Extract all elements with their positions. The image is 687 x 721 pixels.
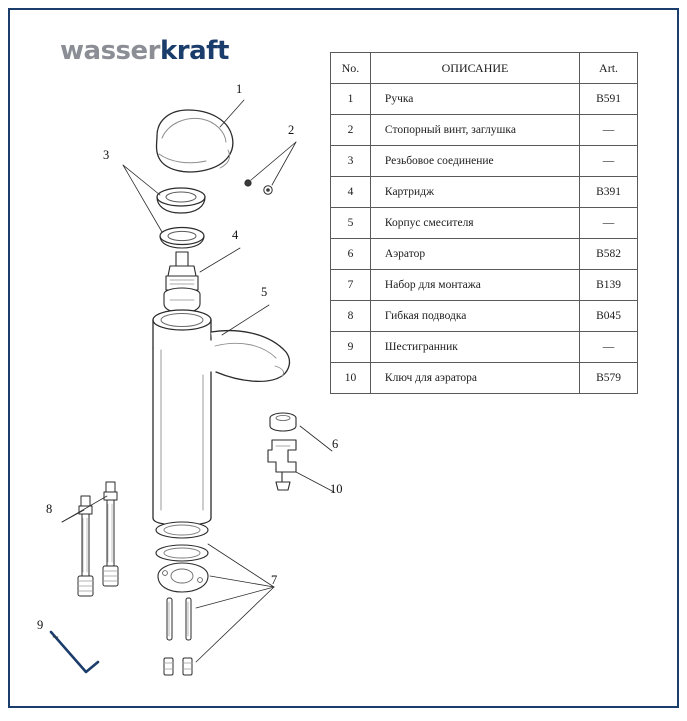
cell-art: — [580, 115, 638, 146]
cell-no: 4 [331, 177, 371, 208]
table-row [331, 84, 638, 115]
cell-no: 3 [331, 146, 371, 177]
cell-no: 9 [331, 332, 371, 363]
part-screw-and-plug [245, 180, 272, 194]
callout-3: 3 [103, 148, 110, 162]
cell-description: Ручка [370, 84, 579, 115]
table-row [331, 332, 638, 363]
cell-art: B591 [580, 84, 638, 115]
part-faucet-body [153, 310, 289, 525]
table-row [331, 270, 638, 301]
callout-5: 5 [261, 285, 268, 299]
callout-6: 6 [332, 437, 339, 451]
callout-1: 1 [236, 82, 243, 96]
table-row [331, 177, 638, 208]
cell-no: 1 [331, 84, 371, 115]
callout-4: 4 [232, 228, 239, 242]
table-row [331, 115, 638, 146]
cell-description: Стопорный винт, заглушка [370, 115, 579, 146]
cell-no: 6 [331, 239, 371, 270]
cell-description: Набор для монтажа [370, 270, 579, 301]
brand-logo-part2: kraft [159, 36, 229, 66]
part-aerator [270, 413, 296, 431]
table-row [331, 301, 638, 332]
part-cartridge [164, 252, 200, 313]
cell-description: Корпус смесителя [370, 208, 579, 239]
brand-logo-part1: wasser [60, 36, 160, 66]
cell-no: 10 [331, 363, 371, 394]
cell-description: Шестигранник [370, 332, 579, 363]
cell-art: — [580, 208, 638, 239]
cell-description: Гибкая подводка [370, 301, 579, 332]
cell-art: B139 [580, 270, 638, 301]
cell-art: B582 [580, 239, 638, 270]
callout-2: 2 [288, 123, 295, 137]
table-row [331, 363, 638, 394]
cell-no: 8 [331, 301, 371, 332]
part-aerator-key [268, 440, 296, 490]
header-description: ОПИСАНИЕ [370, 53, 579, 84]
cell-no: 2 [331, 115, 371, 146]
table-row [331, 146, 638, 177]
part-handle [157, 110, 233, 172]
cell-description: Ключ для аэратора [370, 363, 579, 394]
cell-art: — [580, 146, 638, 177]
cell-description: Резьбовое соединение [370, 146, 579, 177]
parts-table [330, 52, 638, 394]
cell-description: Картридж [370, 177, 579, 208]
callout-10: 10 [330, 482, 343, 496]
part-threaded-connection [157, 188, 205, 248]
cell-art: B579 [580, 363, 638, 394]
header-art: Art. [580, 53, 638, 84]
table-header-row [331, 53, 638, 84]
part-flexible-hoses [78, 482, 118, 596]
table-row [331, 208, 638, 239]
part-mounting-kit [156, 522, 208, 675]
callout-9: 9 [37, 618, 44, 632]
header-no: No. [331, 53, 371, 84]
cell-description: Аэратор [370, 239, 579, 270]
callout-8: 8 [46, 502, 53, 516]
parts-table-body [331, 84, 638, 394]
cell-art: B391 [580, 177, 638, 208]
table-row [331, 239, 638, 270]
cell-no: 5 [331, 208, 371, 239]
part-hex-key [51, 632, 98, 672]
cell-no: 7 [331, 270, 371, 301]
cell-art: B045 [580, 301, 638, 332]
callout-7: 7 [271, 573, 278, 587]
cell-art: — [580, 332, 638, 363]
